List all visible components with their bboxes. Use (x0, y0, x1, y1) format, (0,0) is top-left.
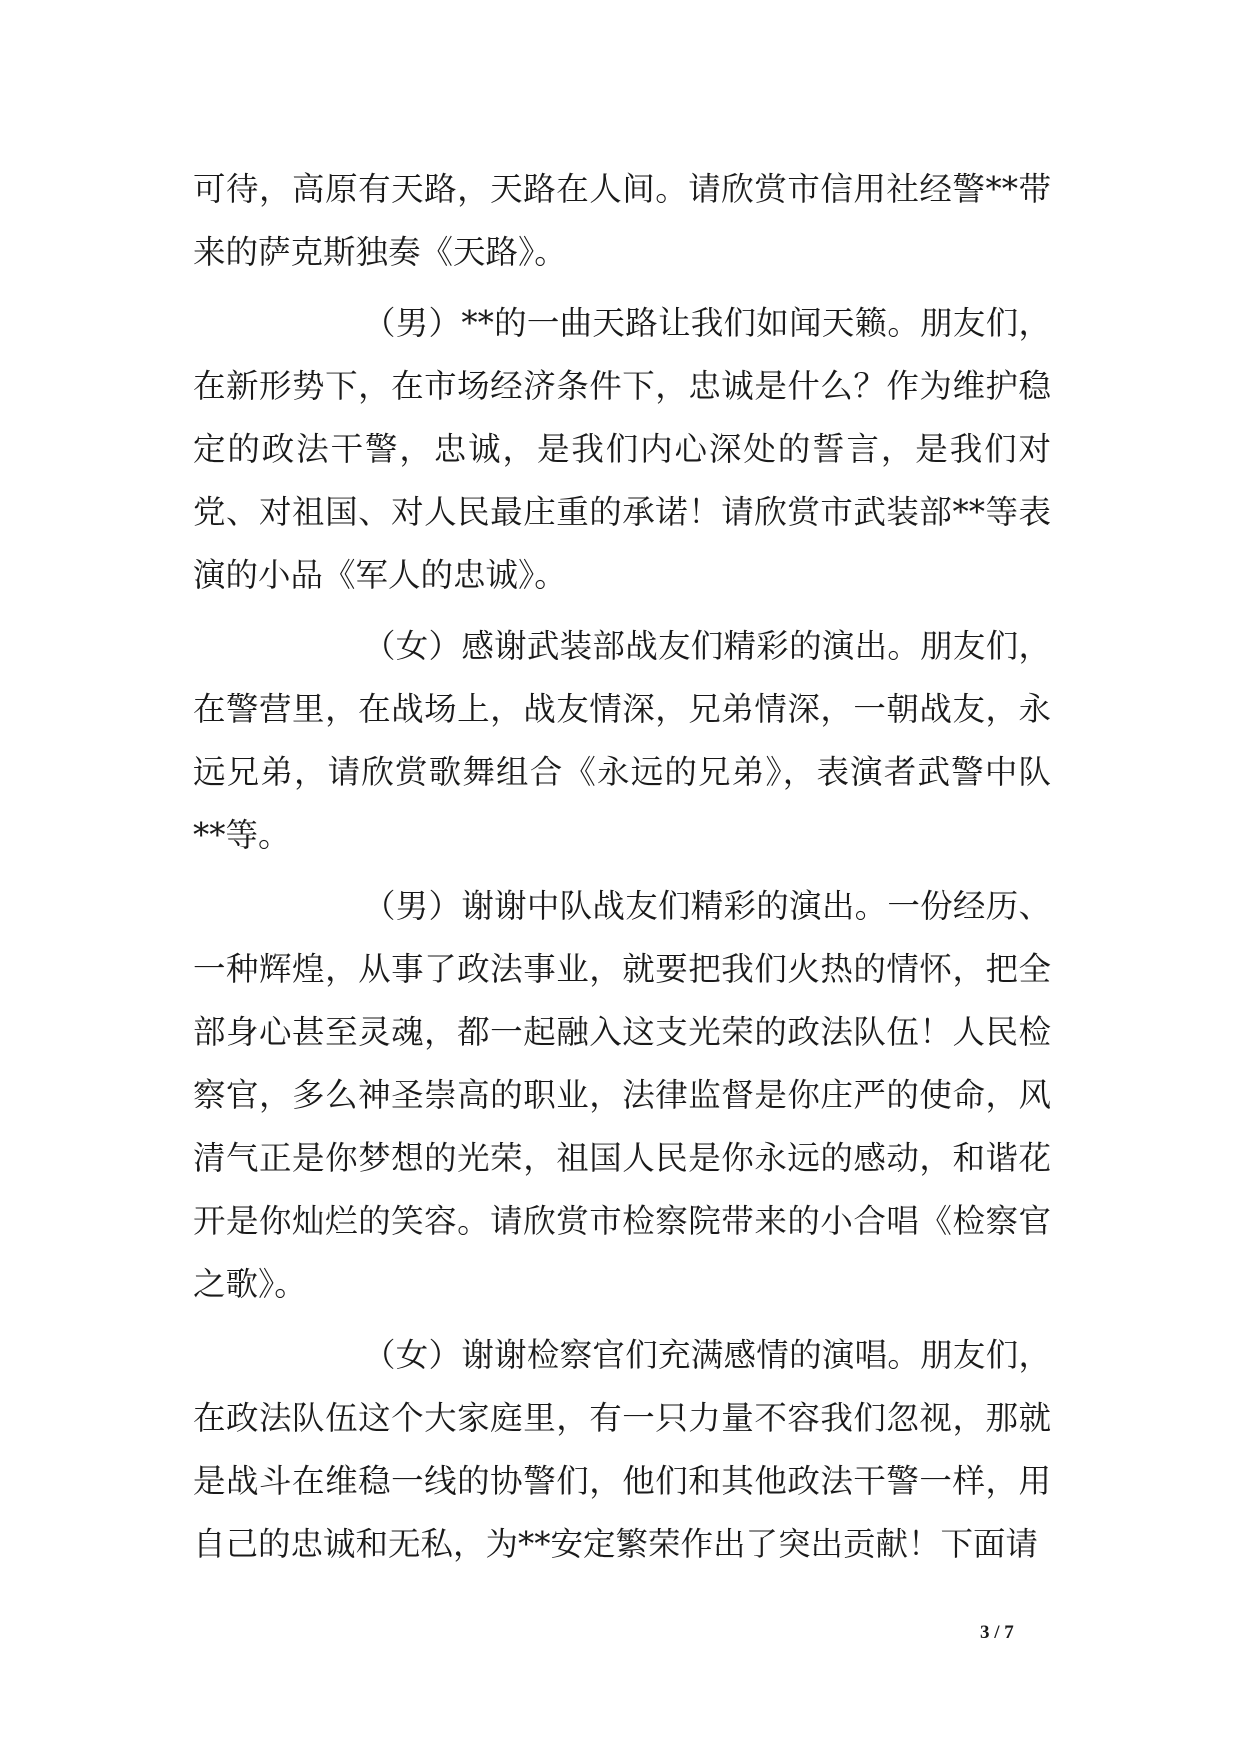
document-body (193, 158, 1051, 1584)
paragraph-1: 可待，高原有天路，天路在人间。请欣赏市信用社经警**带来的萨克斯独奏《天路》。 (193, 170, 1051, 271)
paragraph-5: （女）谢谢检察官们充满感情的演唱。朋友们，在政法队伍这个大家庭里，有一只力量不容我们忽视，那就是战斗在维稳一线的协警们，他们和其他政法干警一样，用自己的忠诚和无私，为**安定繁荣作出了突出贡献！下面请 (193, 1336, 1051, 1563)
paragraph-4: （男）谢谢中队战友们精彩的演出。一份经历、一种辉煌，从事了政法事业，就要把我们火热的情怀，把全部身心甚至灵魂，都一起融入这支光荣的政法队伍！人民检察官，多么神圣崇高的职业，法律监督是你庄严的使命，风清气正是你梦想的光荣，祖国人民是你永远的感动，和谐花开是你灿烂的笑容。请欣赏市检察院带来的小合唱《检察官之歌》。 (193, 887, 1051, 1303)
paragraph-3: （女）感谢武装部战友们精彩的演出。朋友们，在警营里，在战场上，战友情深，兄弟情深，一朝战友，永远兄弟，请欣赏歌舞组合《永远的兄弟》，表演者武警中队**等。 (193, 627, 1051, 854)
paragraph-2: （男）**的一曲天路让我们如闻天籁。朋友们，在新形势下，在市场经济条件下，忠诚是什么？作为维护稳定的政法干警，忠诚，是我们内心深处的誓言，是我们对党、对祖国、对人民最庄重的承诺！请欣赏市武装部**等表演的小品《军人的忠诚》。 (193, 304, 1051, 594)
page-number: 3 / 7 (980, 1622, 1014, 1643)
